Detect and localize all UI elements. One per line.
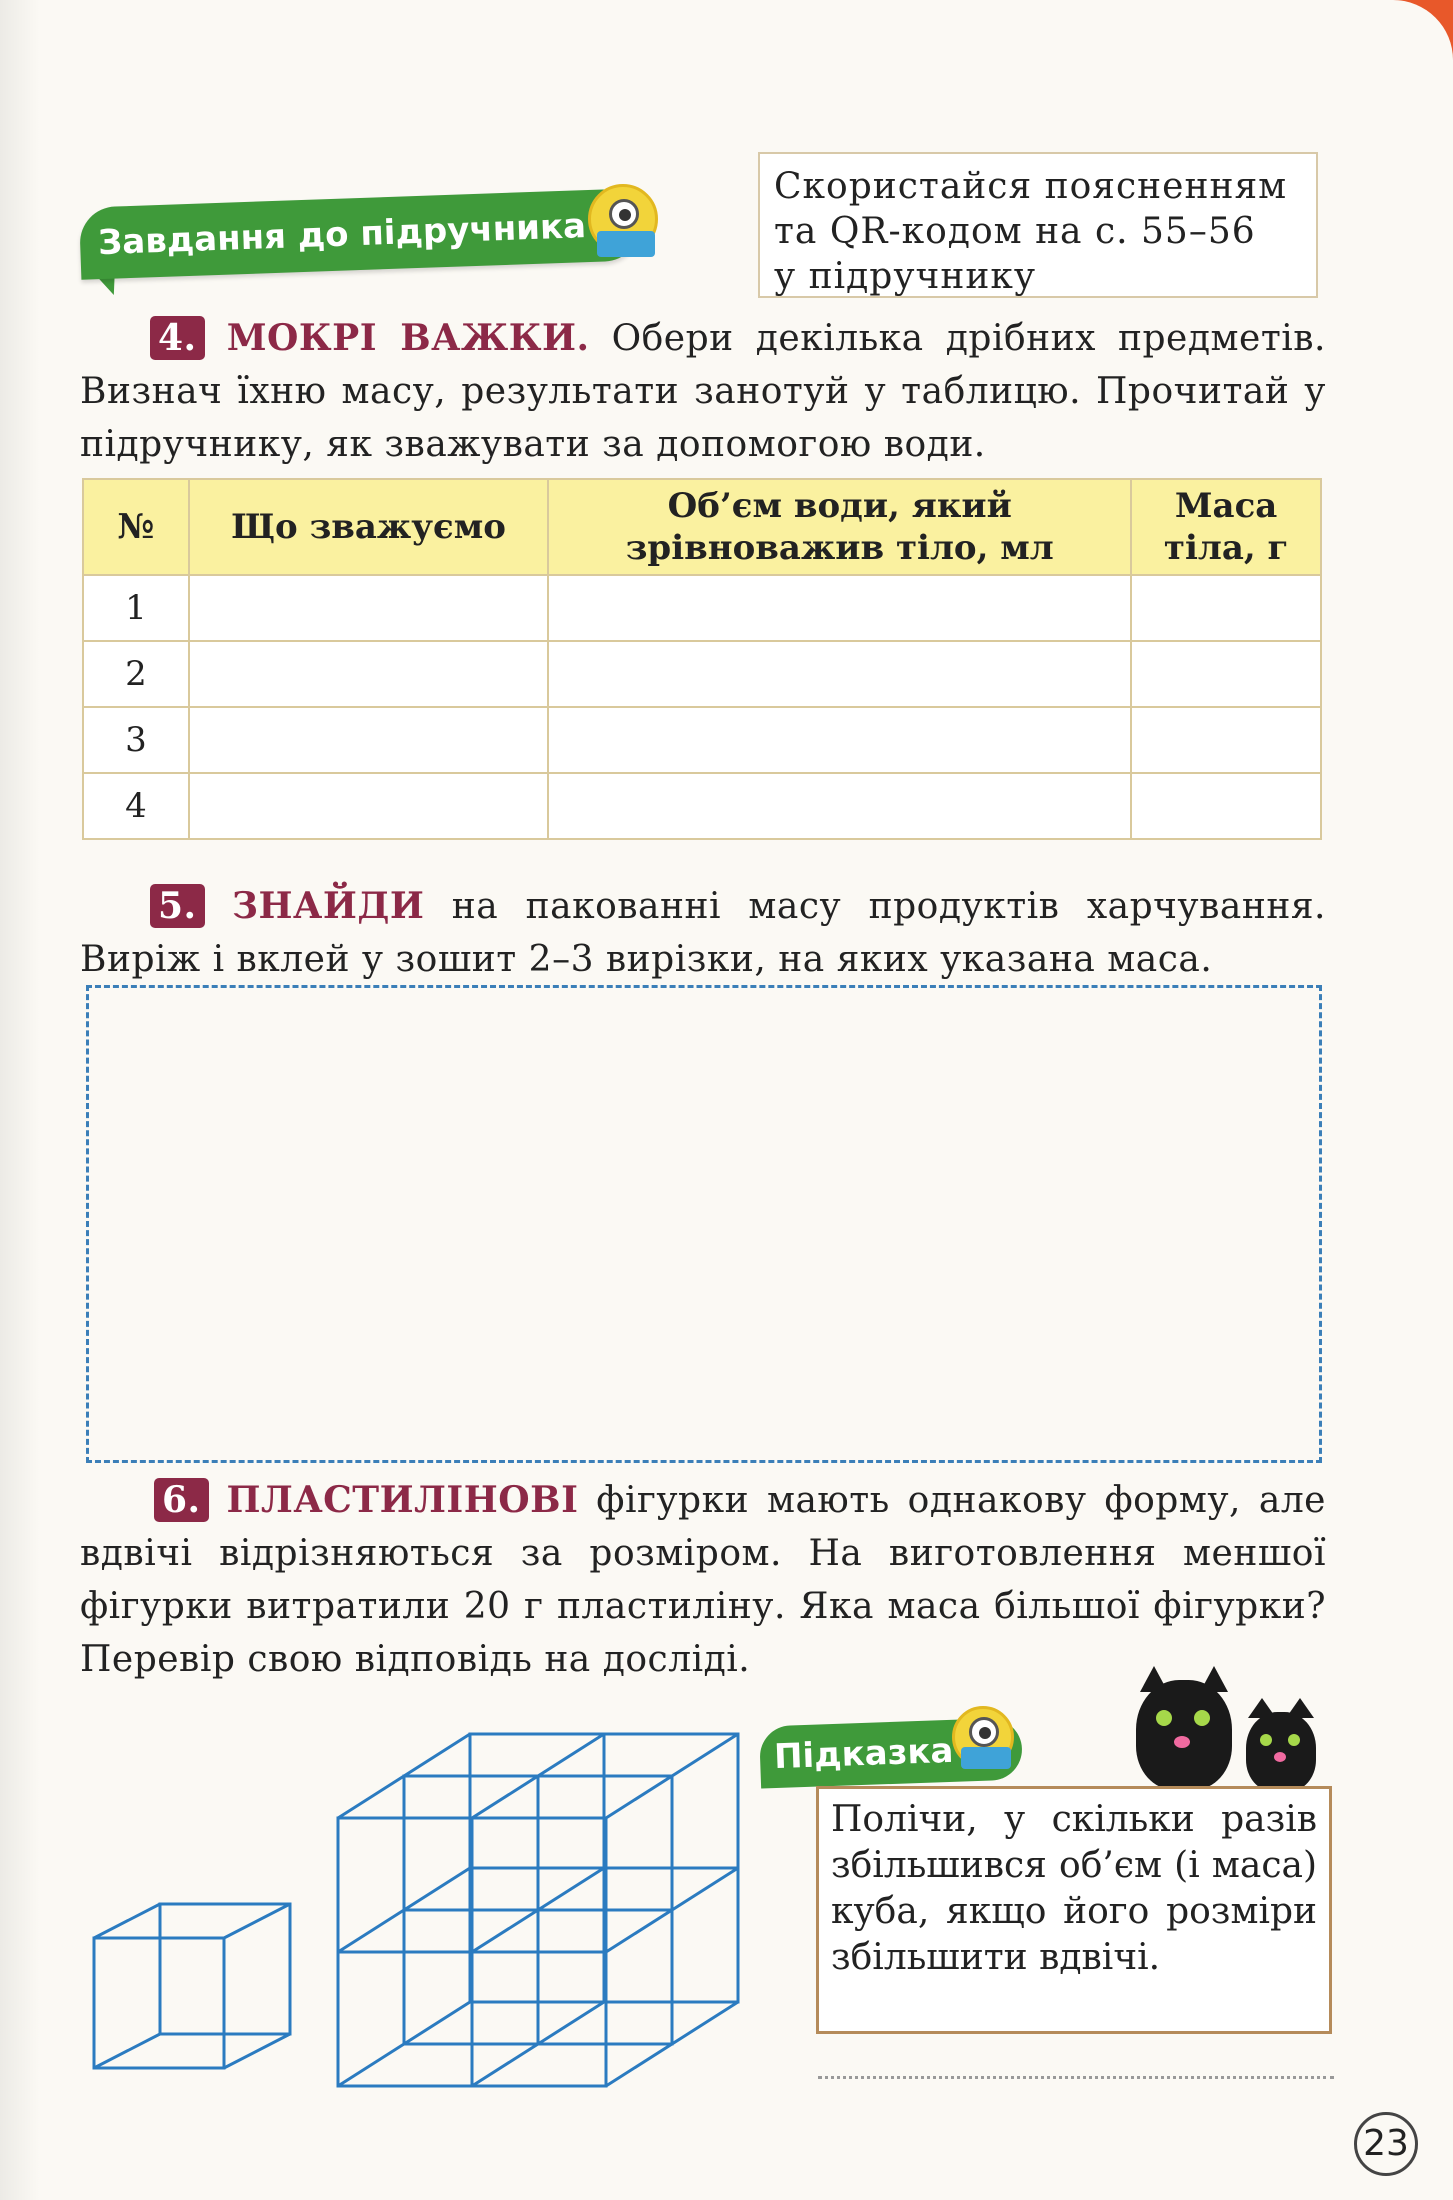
paste-area[interactable]: [86, 985, 1322, 1463]
task-keyword: МОКРІ ВАЖКИ.: [226, 317, 590, 359]
table-cell[interactable]: [189, 773, 548, 839]
table-header: №: [83, 479, 189, 575]
measurement-table: [82, 478, 1322, 840]
table-cell: 4: [83, 773, 189, 839]
task-4: [80, 312, 1326, 471]
task-text: Обери декілька дрібних предметів. Визнач їхню масу, результати занотуй у таблицю. Прочитай у підручнику, як зважувати за допомогою води.: [80, 318, 1326, 465]
table-cell: 2: [83, 641, 189, 707]
table-cell[interactable]: [548, 641, 1131, 707]
table-header: Що зважуємо: [189, 479, 548, 575]
task-text: на пакованні масу продуктів харчування. Виріж і вклей у зошит 2–3 вирізки, на яких указана маса.: [80, 886, 1326, 980]
task-5: [80, 880, 1326, 986]
task-number: 5.: [150, 884, 205, 928]
table-cell[interactable]: [1131, 575, 1321, 641]
section-badge-label: Завдання до підручника: [97, 206, 587, 264]
textbook-reference-box: [758, 152, 1318, 298]
hint-text: Полічи, у скільки разів збільшився об’єм (і маса) куба, якщо його розміри збільшити вдвічі.: [831, 1799, 1317, 1978]
cat-icon: [1136, 1680, 1232, 1790]
info-line: у підручнику: [774, 256, 1036, 297]
table-cell: 3: [83, 707, 189, 773]
table-row: [83, 773, 1321, 839]
page-number: 23: [1354, 2112, 1418, 2176]
table-cell[interactable]: [189, 575, 548, 641]
task-keyword: ЗНАЙДИ: [232, 885, 425, 927]
table-cell[interactable]: [548, 575, 1131, 641]
table-cell[interactable]: [548, 707, 1131, 773]
task-keyword: ПЛАСТИЛІНОВІ: [226, 1479, 579, 1521]
table-row: [83, 575, 1321, 641]
table-cell: 1: [83, 575, 189, 641]
table-row: [83, 641, 1321, 707]
table-cell[interactable]: [548, 773, 1131, 839]
mascot-icon: [588, 184, 658, 254]
table-cell[interactable]: [1131, 707, 1321, 773]
table-cell[interactable]: [189, 707, 548, 773]
task-number: 4.: [150, 316, 205, 360]
hint-box: [816, 1786, 1332, 2034]
cat-icon: [1246, 1712, 1316, 1792]
page-shadow: [0, 0, 40, 2200]
table-header: Маса тіла, г: [1131, 479, 1321, 575]
table-row: [83, 707, 1321, 773]
table-cell[interactable]: [189, 641, 548, 707]
mascot-icon: [952, 1706, 1014, 1768]
small-cube: [94, 1904, 290, 2068]
task-6: [80, 1474, 1326, 1686]
task-text: фігурки мають однакову форму, але вдвічі відрізняються за розміром. На виготовлення меншої фігурки витратили 20 г пластиліну. Яка маса більшої фігурки? Перевір свою відповідь на досліді.: [80, 1480, 1326, 1680]
table-cell[interactable]: [1131, 641, 1321, 707]
info-line: та QR-кодом на с. 55–56: [774, 211, 1256, 252]
large-cube: [338, 1734, 738, 2086]
task-number: 6.: [154, 1478, 209, 1522]
info-line: Скористайся поясненням: [774, 166, 1288, 207]
answer-line[interactable]: [818, 2076, 1334, 2079]
table-header: Об’єм води, який зрівноважив тіло, мл: [548, 479, 1131, 575]
section-badge: [79, 188, 641, 279]
cubes-figure: [80, 1720, 760, 2100]
table-cell[interactable]: [1131, 773, 1321, 839]
hint-label: Підказка: [773, 1730, 955, 1778]
